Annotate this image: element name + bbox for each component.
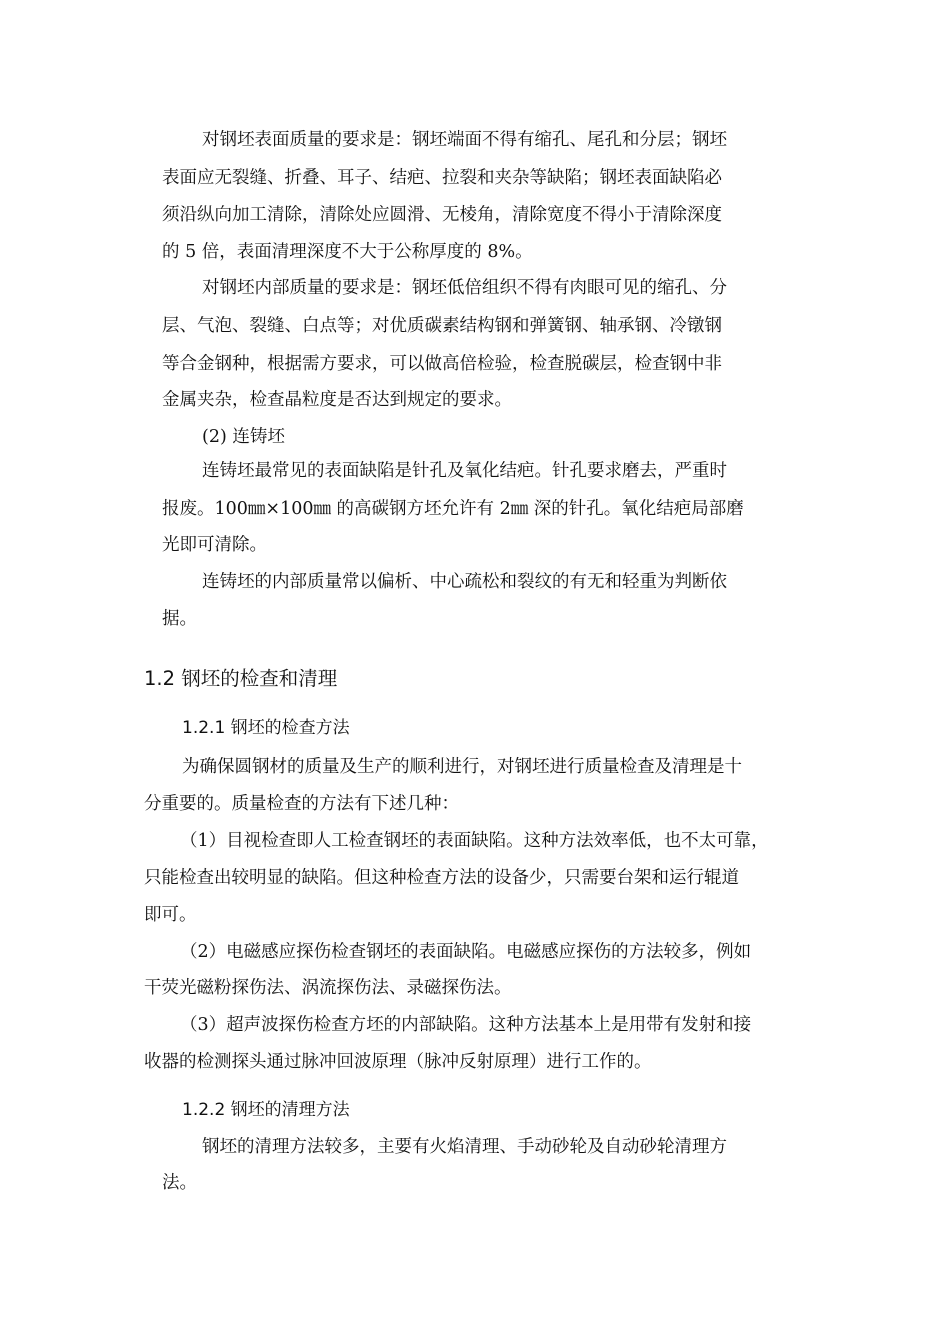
text-line: 表面应无裂缝、折叠、耳子、结疤、拉裂和夹杂等缺陷；钢坯表面缺陷必 (162, 168, 722, 188)
text-line: 钢坯的清理方法较多，主要有火焰清理、手动砂轮及自动砂轮清理方 (202, 1137, 727, 1157)
section-heading-1-2-1: 1.2.1 钢坯的检查方法 (182, 718, 350, 738)
text-line: 连铸坯的内部质量常以偏析、中心疏松和裂纹的有无和轻重为判断依 (202, 572, 727, 592)
text-line: 金属夹杂，检查晶粒度是否达到规定的要求。 (162, 390, 512, 410)
section-heading-1-2-2: 1.2.2 钢坯的清理方法 (182, 1100, 350, 1120)
text-line: （3）超声波探伤检查方坯的内部缺陷。这种方法基本上是用带有发射和接 (180, 1015, 752, 1035)
text-line: （2）电磁感应探伤检查钢坯的表面缺陷。电磁感应探伤的方法较多，例如 (180, 942, 752, 962)
text-line: 对钢坯表面质量的要求是：钢坯端面不得有缩孔、尾孔和分层；钢坯 (202, 130, 727, 150)
text-line: 干荧光磁粉探伤法、涡流探伤法、录磁探伤法。 (144, 978, 512, 998)
text-line: 为确保圆钢材的质量及生产的顺利进行，对钢坯进行质量检查及清理是十 (182, 757, 742, 777)
text-line: 只能检查出较明显的缺陷。但这种检查方法的设备少，只需要台架和运行辊道 (144, 868, 739, 888)
text-line: （1）目视检查即人工检查钢坯的表面缺陷。这种方法效率低，也不太可靠， (180, 831, 769, 851)
section-heading-1-2: 1.2 钢坯的检查和清理 (144, 667, 338, 690)
text-line: 即可。 (144, 905, 197, 925)
text-line: 收器的检测探头通过脉冲回波原理（脉冲反射原理）进行工作的。 (144, 1052, 652, 1072)
text-line: 法。 (162, 1173, 197, 1193)
text-line: 须沿纵向加工清除，清除处应圆滑、无棱角，清除宽度不得小于清除深度 (162, 205, 722, 225)
subheading-continuous-casting-billet: (2) 连铸坯 (202, 427, 285, 447)
text-line: 对钢坯内部质量的要求是：钢坯低倍组织不得有肉眼可见的缩孔、分 (202, 278, 727, 298)
text-line: 光即可清除。 (162, 535, 267, 555)
text-line: 据。 (162, 609, 197, 629)
text-line: 连铸坯最常见的表面缺陷是针孔及氧化结疤。针孔要求磨去，严重时 (202, 461, 727, 481)
text-line: 报废。100㎜×100㎜ 的高碳钢方坯允许有 2㎜ 深的针孔。氧化结疤局部磨 (162, 499, 744, 519)
text-line: 分重要的。质量检查的方法有下述几种： (144, 794, 459, 814)
text-line: 层、气泡、裂缝、白点等；对优质碳素结构钢和弹簧钢、轴承钢、冷镦钢 (162, 316, 722, 336)
text-line: 等合金钢种，根据需方要求，可以做高倍检验，检查脱碳层，检查钢中非 (162, 354, 722, 374)
text-line: 的 5 倍，表面清理深度不大于公称厚度的 8%。 (162, 242, 533, 262)
